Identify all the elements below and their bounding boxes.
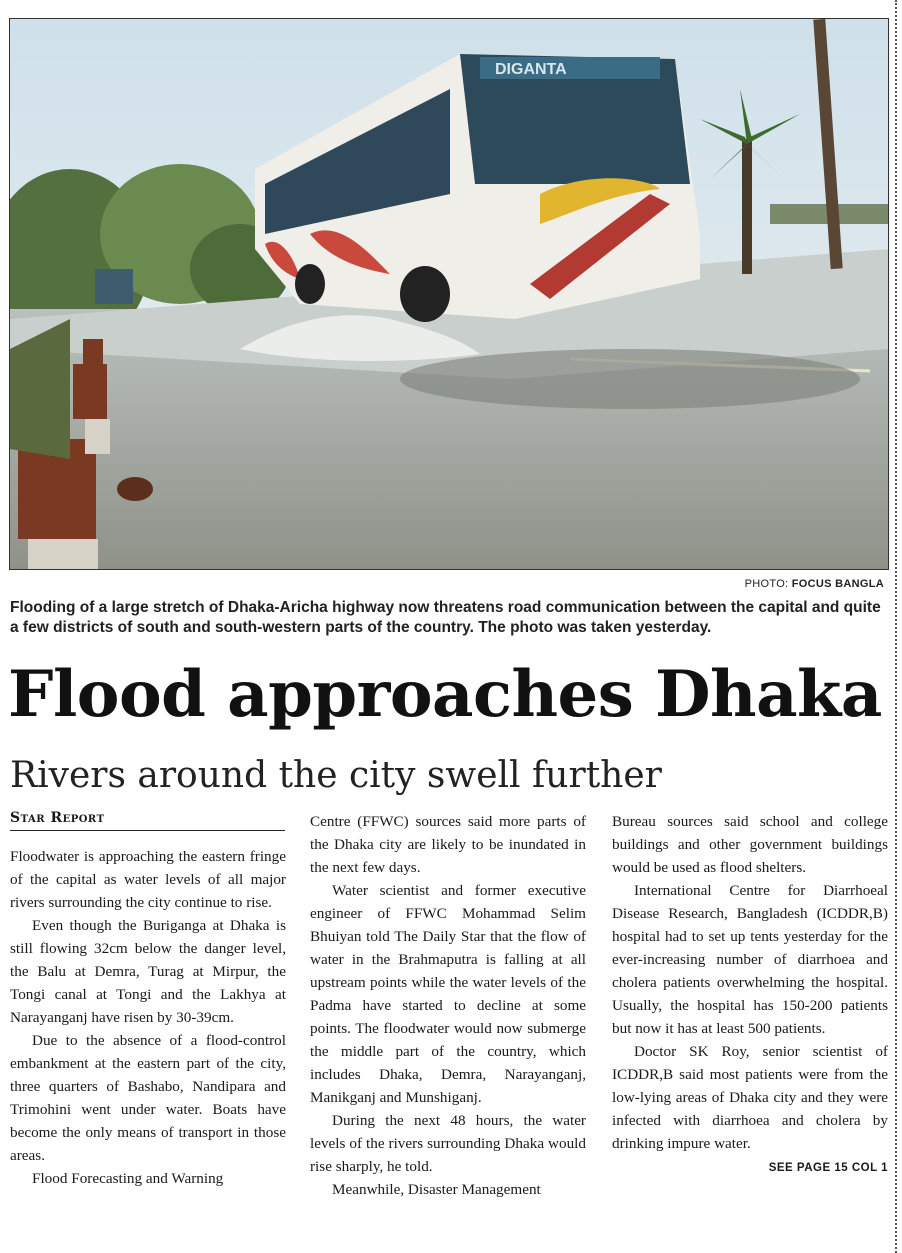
continuation-link[interactable]: SEE PAGE 15 COL 1: [768, 1162, 888, 1174]
photo-credit: [745, 578, 884, 590]
news-photo: [9, 18, 889, 570]
paragraph: International Centre for Diarrhoeal Disease Research, Bangladesh (ICDDR,B) hospital had to set up tents yesterday for the ever-increasing number of diarrhoea and cholera patients overwhelming the hospital. Usually, the hospital has 150-200 patients but now it has at least 500 patients.: [612, 882, 888, 1037]
photo-caption: Flooding of a large stretch of Dhaka-Aricha highway now threatens road communication between the capital and quite a few districts of south and south-western parts of the country. The photo was taken yesterday.: [10, 599, 881, 636]
paragraph: Centre (FFWC) sources said more parts of the Dhaka city are likely to be inundated in the next few days.: [310, 813, 586, 876]
paragraph: Doctor SK Roy, senior scientist of ICDDR,B said most patients were from the low-lying areas of Dhaka city and they were infected with diarrhoea and cholera by drinking impure water.: [612, 1043, 888, 1152]
paragraph: Even though the Buriganga at Dhaka is still flowing 32cm below the danger level, the Balu at Demra, Turag at Mirpur, the Tongi canal at Tongi and the Lakhya at Narayanganj have risen by 30-39cm.: [10, 917, 286, 1026]
paragraph: Flood Forecasting and Warning: [32, 1170, 224, 1187]
paragraph: Meanwhile, Disaster Management: [332, 1181, 541, 1198]
column-rule: [895, 0, 897, 1253]
paragraph: Water scientist and former executive engineer of FFWC Mohammad Selim Bhuiyan told The Daily Star that the flow of water in the Brahmaputra is falling at all upstream points while the water levels of the Padma have started to decline at some points. The floodwater would now submerge the middle part of the country, which includes Dhaka, Demra, Narayanganj, Manikganj and Munshiganj.: [310, 882, 586, 1106]
article-column-2: [310, 810, 586, 1201]
paragraph: Bureau sources said school and college buildings and other government buildings would be used as flood shelters.: [612, 813, 888, 876]
flooded-highway-image: [10, 19, 888, 569]
headline: Flood approaches Dhaka: [8, 657, 882, 732]
subheadline: Rivers around the city swell further: [10, 755, 662, 796]
paragraph: Due to the absence of a flood-control embankment at the eastern part of the city, three quarters of Bashabo, Nandipara and Trimohini went under water. Boats have become the only means of transport in those areas.: [10, 1032, 286, 1164]
article-column-3: [612, 810, 888, 1180]
article-column-1: [10, 845, 286, 1190]
byline: Star Report: [10, 810, 285, 831]
paragraph: Floodwater is approaching the eastern fringe of the capital as water levels of all major rivers surrounding the city continue to rise.: [10, 848, 286, 911]
photo-credit-label: PHOTO:: [744, 578, 789, 590]
photo-credit-source: FOCUS BANGLA: [791, 578, 884, 590]
paragraph: During the next 48 hours, the water levels of the rivers surrounding Dhaka would rise sharply, he told.: [310, 1112, 586, 1175]
svg-text:DIGANTA: DIGANTA: [495, 61, 567, 78]
